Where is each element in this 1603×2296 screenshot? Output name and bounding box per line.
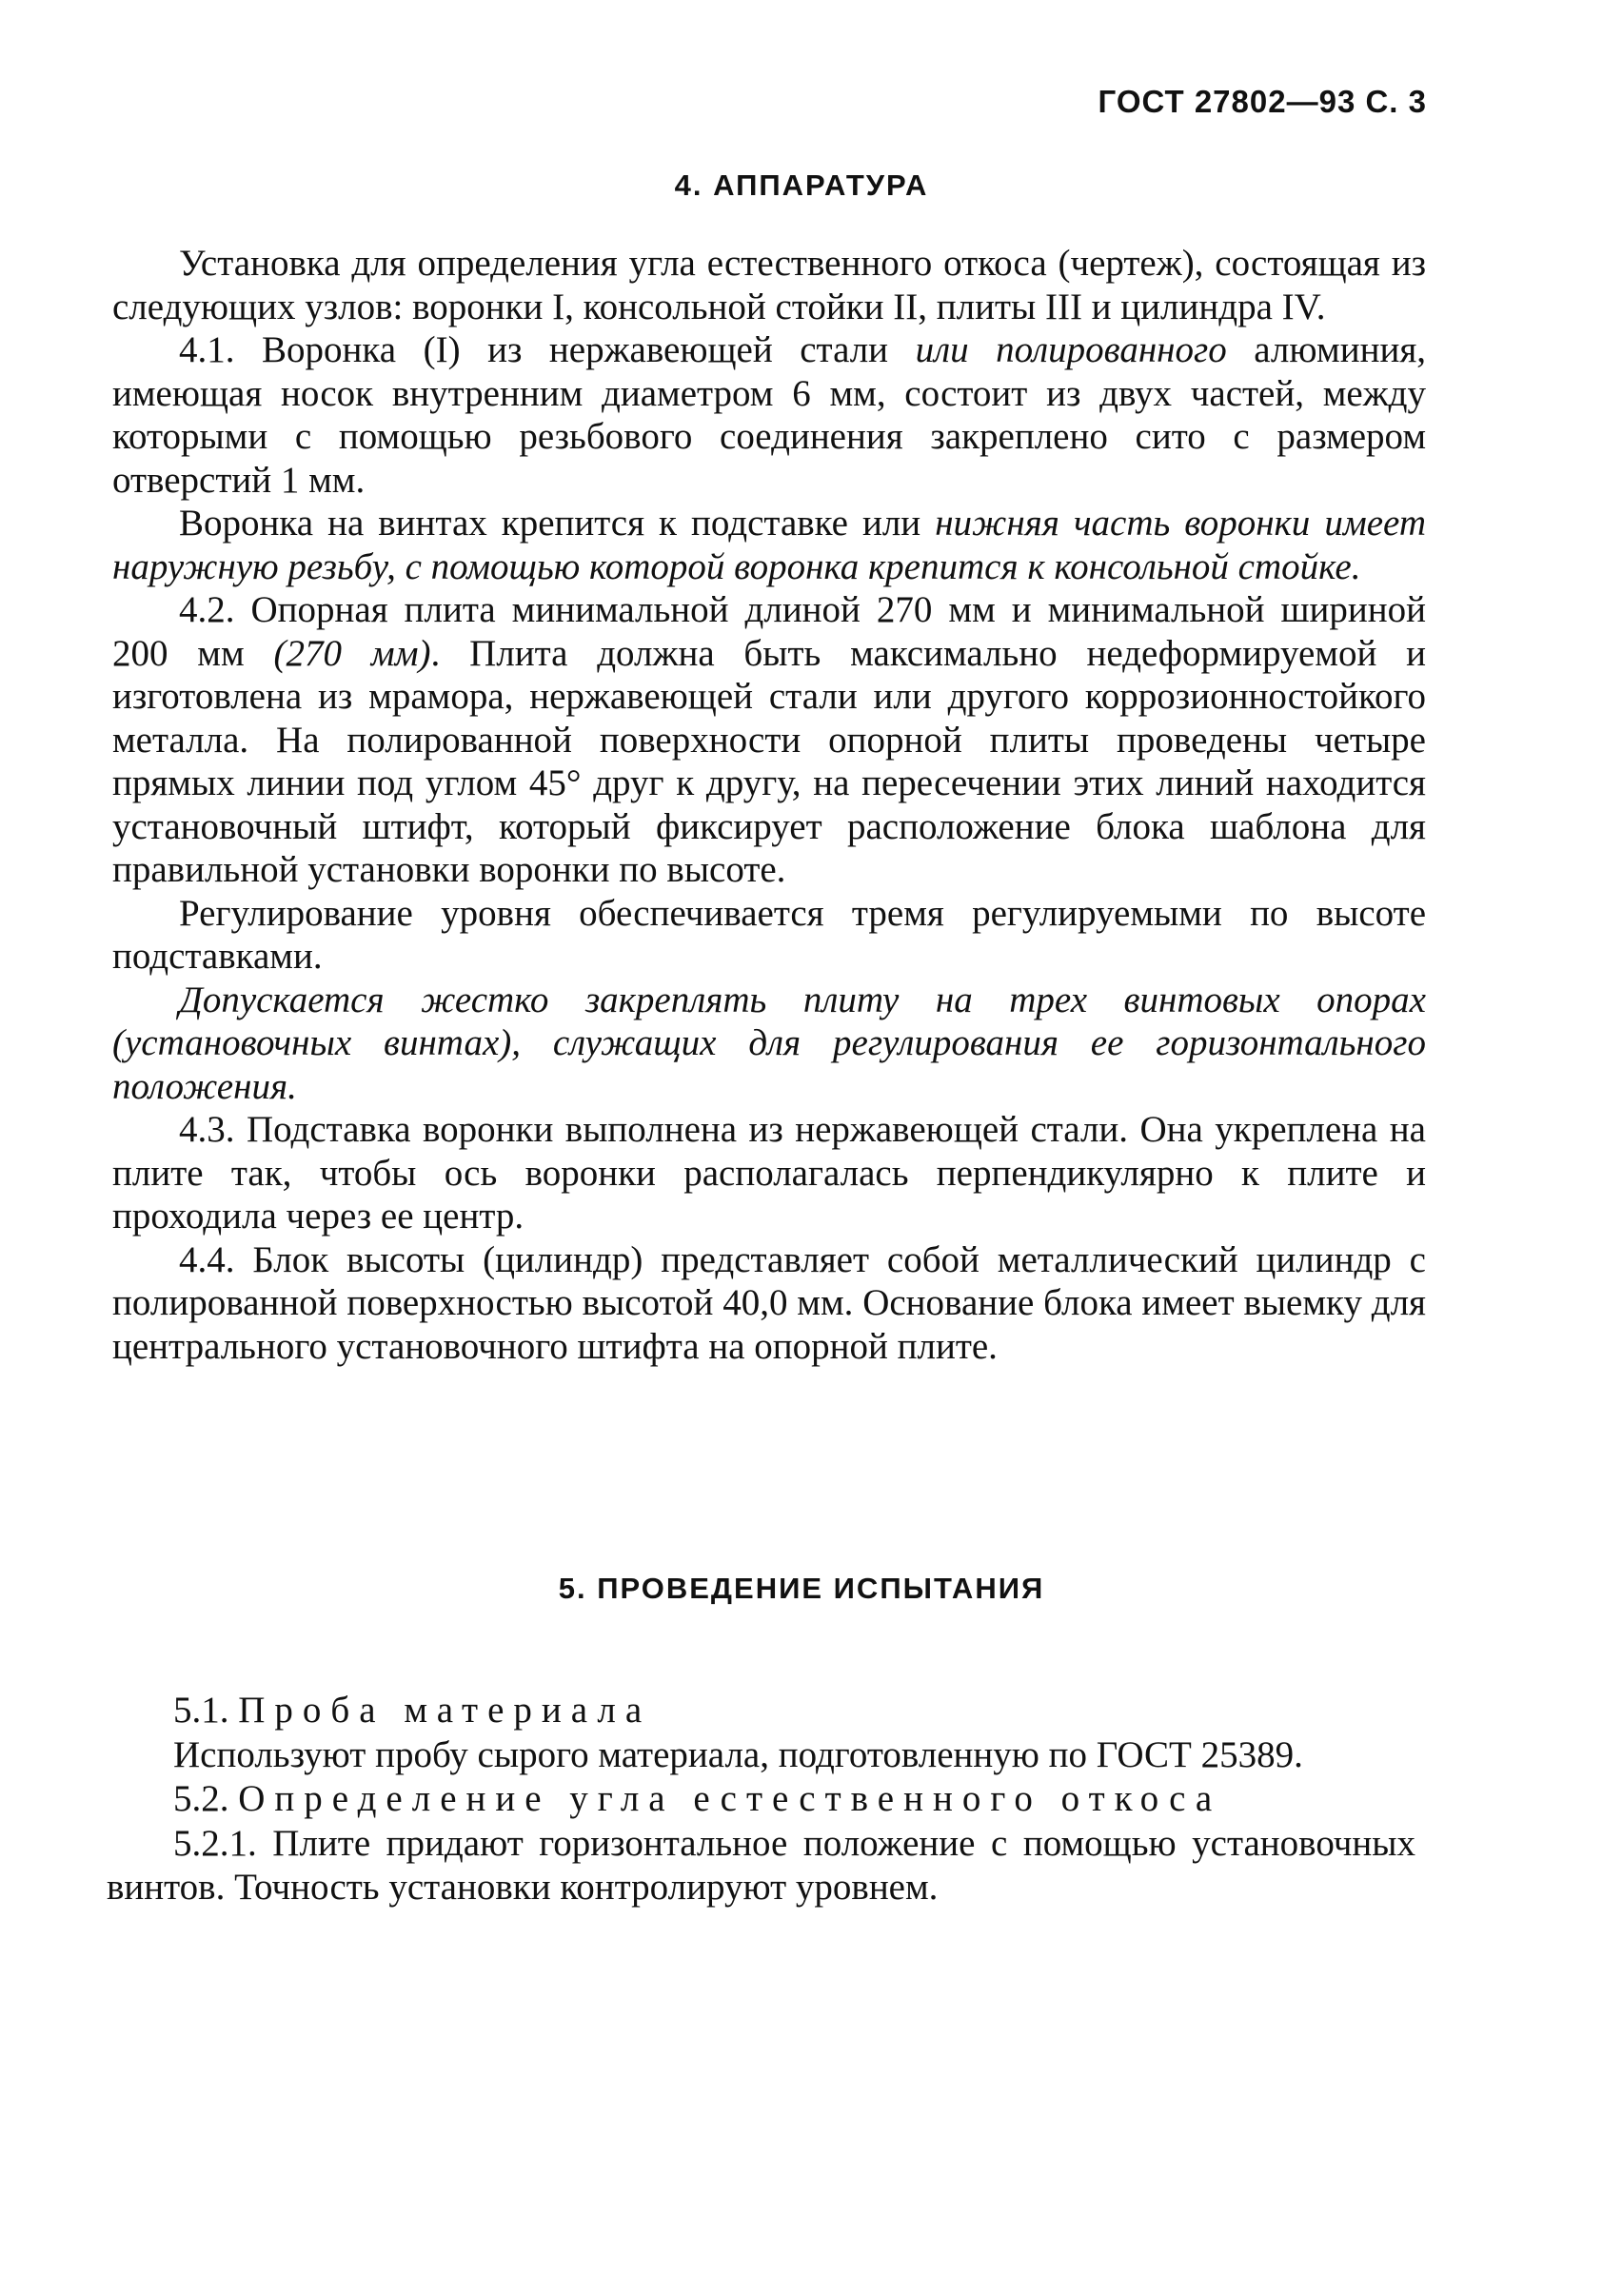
paragraph-5-1-number: 5.1. [173,1690,239,1731]
paragraph-5-2-1: 5.2.1. Плите придают горизонтальное положение с помощью установочных винтов. Точность установки контролируют уровнем. [107,1822,1415,1908]
paragraph-5-1-title: Проба материала [238,1690,652,1731]
paragraph-5-2-number: 5.2. [173,1778,239,1819]
running-head: ГОСТ 27802—93 С. 3 [1098,84,1427,119]
paragraph-5-1-text: Используют пробу сырого материала, подготовленную по ГОСТ 25389. [173,1733,1303,1775]
section-5-body [107,1689,1415,1910]
paragraph-4-1-part-c: алюминия, имеющая носок внутренним диаметром 6 мм, состоит из двух частей, между которыми с помощью резьбового соединения закреплено сито с размером отверстий 1 мм. [112,329,1427,501]
section-4-body [112,242,1426,1368]
paragraph-4-1-2-italic: нижняя часть воронки имеет наружную резьбу, с помощью которой воронка крепится к консольной стойке. [112,503,1426,587]
paragraph-4-1-part-a: 4.1. Воронка (I) из нержавеющей стали [179,329,916,370]
paragraph-4-2-italic: (270 мм) [273,632,431,674]
section-5-heading: 5. ПРОВЕДЕНИЕ ИСПЫТАНИЯ [558,1572,1045,1605]
paragraph-4-2 [112,588,1426,892]
paragraph-4-2-2: Регулирование уровня обеспечивается тремя регулируемыми по высоте подставками. [112,892,1426,977]
paragraph-4-2-part-c: . Плита должна быть максимально недеформируемой и изготовлена из мрамора, нержавеющей стали или другого коррозионностойкого металла. На полированной поверхности опорной плиты проведены четыре прямых линии под углом 45° друг к другу, на пересечении этих линий находится установочный штифт, который фиксирует расположение блока шаблона для правильной установки воронки по высоте. [112,632,1426,890]
paragraph-5-1-heading [107,1689,1415,1733]
paragraph-5-2-heading [107,1777,1415,1822]
paragraph-4-1 [112,328,1426,502]
section-4-heading: 4. АППАРАТУРА [674,168,929,202]
paragraph-4-1-italic: или полированного [915,329,1227,370]
paragraph-5-2-title: Определение угла естественного откоса [238,1778,1222,1819]
paragraph-4-2-3 [112,979,1426,1109]
paragraph-4-2-part-a: 4.2. Опорная плита минимальной длиной 270 мм и минимальной шириной 200 мм [112,589,1426,674]
paragraph-intro: Установка для определения угла естественного откоса (чертеж), состоящая из следующих узлов: воронки I, консольной стойки II, плиты III и цилиндра IV. [112,243,1426,327]
paragraph-4-1-2-part-a: Воронка на винтах крепится к подставке или [179,503,936,544]
paragraph-4-4: 4.4. Блок высоты (цилиндр) представляет собой металлический цилиндр с полированной поверхностью высотой 40,0 мм. Основание блока имеет выемку для центрального установочного штифта на опорной плите. [112,1238,1426,1367]
paragraph-4-1-2 [112,502,1426,588]
paragraph-4-2-3-italic: Допускается жестко закреплять плиту на трех винтовых опорах (установочных винтах), служащих для регулирования ее горизонтального положения. [112,979,1426,1107]
paragraph-4-3: 4.3. Подставка воронки выполнена из нержавеющей стали. Она укреплена на плите так, чтобы ось воронки располагалась перпендикулярно к плите и проходила через ее центр. [112,1109,1426,1237]
